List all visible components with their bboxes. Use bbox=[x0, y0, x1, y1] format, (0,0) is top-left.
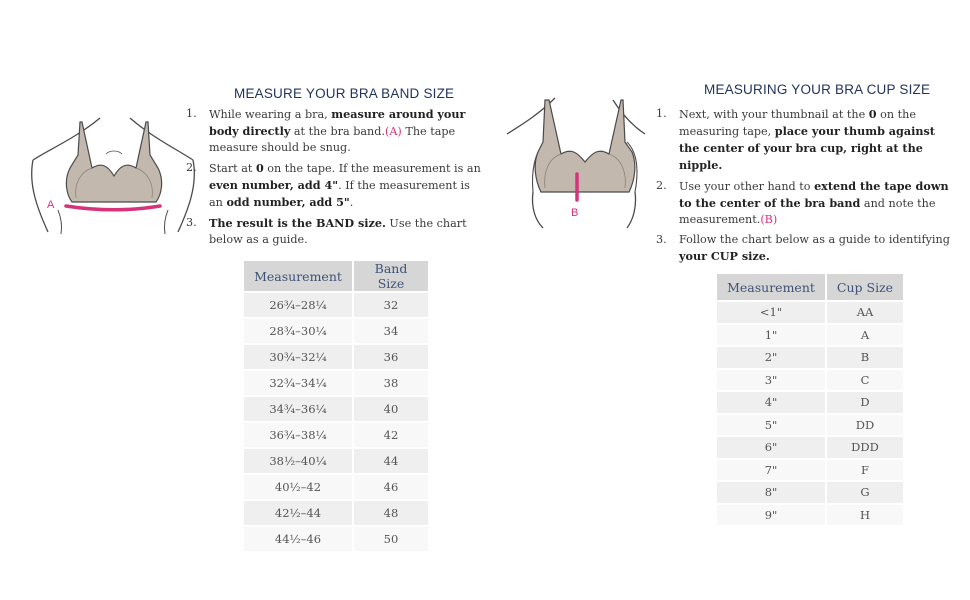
table-row bbox=[244, 475, 428, 499]
step-text: Use your other hand to bbox=[679, 180, 815, 193]
table-row bbox=[244, 397, 428, 421]
size-cell: G bbox=[827, 482, 903, 503]
step-text: Next, with your thumbnail at the bbox=[679, 108, 869, 121]
table-row bbox=[717, 347, 903, 368]
measurement-cell: 44½–46 bbox=[244, 527, 352, 551]
measurement-column-header: Measurement bbox=[717, 274, 825, 300]
band-section-title: MEASURE YOUR BRA BAND SIZE bbox=[234, 86, 455, 101]
measurement-cell: 30¾–32¼ bbox=[244, 345, 352, 369]
size-cell: 34 bbox=[354, 319, 428, 343]
size-cell: 46 bbox=[354, 475, 428, 499]
step-text: While wearing a bra, bbox=[209, 108, 332, 121]
step-item bbox=[186, 106, 484, 156]
measurement-cell: 9" bbox=[717, 505, 825, 526]
size-cell: C bbox=[827, 370, 903, 391]
table-row bbox=[244, 449, 428, 473]
measurement-cell: 28¾–30¼ bbox=[244, 319, 352, 343]
step-text: The tape measure should be snug. bbox=[209, 125, 456, 154]
step-text: and note the measurement. bbox=[679, 197, 936, 226]
table-row bbox=[717, 437, 903, 458]
measurement-cell: 7" bbox=[717, 460, 825, 481]
measurement-cell: 32¾–34¼ bbox=[244, 371, 352, 395]
step-text: odd number, add 5" bbox=[226, 195, 350, 209]
cup-section-title: MEASURING YOUR BRA CUP SIZE bbox=[704, 82, 931, 97]
size-cell: 32 bbox=[354, 293, 428, 317]
step-text: your CUP size. bbox=[679, 249, 770, 263]
table-row bbox=[717, 392, 903, 413]
measurement-cell: 40½–42 bbox=[244, 475, 352, 499]
size-cell: DD bbox=[827, 415, 903, 436]
step-text: on the tape. If the measurement is an bbox=[263, 162, 481, 175]
band-size-column-header: Band Size bbox=[354, 261, 428, 291]
step-number: 2. bbox=[656, 179, 667, 192]
measurement-cell: 26¾–28¼ bbox=[244, 293, 352, 317]
table-row bbox=[717, 370, 903, 391]
size-cell: B bbox=[827, 347, 903, 368]
step-item bbox=[656, 232, 958, 265]
table-row bbox=[244, 423, 428, 447]
step-text: Follow the chart below as a guide to identifying bbox=[679, 233, 950, 246]
table-row bbox=[717, 505, 903, 526]
size-cell: D bbox=[827, 392, 903, 413]
measurement-cell: <1" bbox=[717, 302, 825, 323]
table-row bbox=[244, 293, 428, 317]
step-item bbox=[186, 215, 484, 248]
cup-size-table bbox=[715, 272, 905, 527]
table-row bbox=[244, 319, 428, 343]
table-header-row bbox=[717, 274, 903, 300]
step-text: . bbox=[349, 196, 354, 209]
measurement-cell: 2" bbox=[717, 347, 825, 368]
step-text: extend the tape down to the center of the bra band bbox=[679, 179, 949, 210]
table-row bbox=[717, 415, 903, 436]
measurement-cell: 42½–44 bbox=[244, 501, 352, 525]
step-number: 3. bbox=[186, 216, 197, 229]
size-cell: F bbox=[827, 460, 903, 481]
table-row bbox=[717, 460, 903, 481]
step-text: at the bra band. bbox=[290, 125, 385, 138]
size-cell: DDD bbox=[827, 437, 903, 458]
step-text: Start at bbox=[209, 162, 256, 175]
step-text: place your thumb against the center of your bra cup, right at the nipple. bbox=[679, 124, 935, 172]
size-cell: 42 bbox=[354, 423, 428, 447]
table-row bbox=[244, 345, 428, 369]
step-text: Use the chart below as a guide. bbox=[209, 217, 467, 246]
measurement-cell: 36¾–38¼ bbox=[244, 423, 352, 447]
size-cell: 36 bbox=[354, 345, 428, 369]
step-text: 0 bbox=[255, 161, 264, 175]
step-text: The result is the BAND size. bbox=[209, 216, 386, 230]
measurement-cell: 5" bbox=[717, 415, 825, 436]
table-row bbox=[717, 325, 903, 346]
size-cell: AA bbox=[827, 302, 903, 323]
table-row bbox=[244, 501, 428, 525]
measurement-cell: 1" bbox=[717, 325, 825, 346]
label-b: B bbox=[571, 207, 579, 219]
measurement-cell: 6" bbox=[717, 437, 825, 458]
size-cell: H bbox=[827, 505, 903, 526]
step-text: on the measuring tape, bbox=[679, 108, 916, 138]
measurement-cell: 3" bbox=[717, 370, 825, 391]
label-a: A bbox=[47, 199, 55, 211]
step-number: 2. bbox=[186, 161, 197, 174]
size-cell: 50 bbox=[354, 527, 428, 551]
step-number: 1. bbox=[186, 107, 197, 120]
measurement-column-header: Measurement bbox=[244, 261, 352, 291]
table-row bbox=[717, 302, 903, 323]
measurement-cell: 4" bbox=[717, 392, 825, 413]
step-item bbox=[656, 178, 958, 228]
cup-size-column-header: Cup Size bbox=[827, 274, 903, 300]
measurement-cell: 38½–40¼ bbox=[244, 449, 352, 473]
table-row bbox=[717, 482, 903, 503]
bra-band-measure-illustration bbox=[28, 110, 198, 235]
step-text: measure around your body directly bbox=[209, 107, 466, 138]
step-number: 1. bbox=[656, 107, 667, 120]
size-cell: 48 bbox=[354, 501, 428, 525]
band-size-table bbox=[242, 259, 430, 553]
reference-marker: (A) bbox=[384, 125, 402, 138]
step-text: 0 bbox=[868, 107, 877, 121]
size-cell: 40 bbox=[354, 397, 428, 421]
reference-marker: (B) bbox=[760, 213, 778, 226]
band-steps-list bbox=[186, 106, 484, 252]
step-item bbox=[186, 160, 484, 211]
measurement-cell: 34¾–36¼ bbox=[244, 397, 352, 421]
cup-steps-list bbox=[656, 106, 958, 269]
size-cell: 38 bbox=[354, 371, 428, 395]
step-number: 3. bbox=[656, 233, 667, 246]
table-row bbox=[244, 527, 428, 551]
measurement-cell: 8" bbox=[717, 482, 825, 503]
step-text: even number, add 4" bbox=[209, 178, 339, 192]
table-header-row bbox=[244, 261, 428, 291]
step-item bbox=[656, 106, 958, 174]
size-cell: 44 bbox=[354, 449, 428, 473]
table-row bbox=[244, 371, 428, 395]
step-text: . If the measurement is an bbox=[209, 179, 470, 209]
size-cell: A bbox=[827, 325, 903, 346]
